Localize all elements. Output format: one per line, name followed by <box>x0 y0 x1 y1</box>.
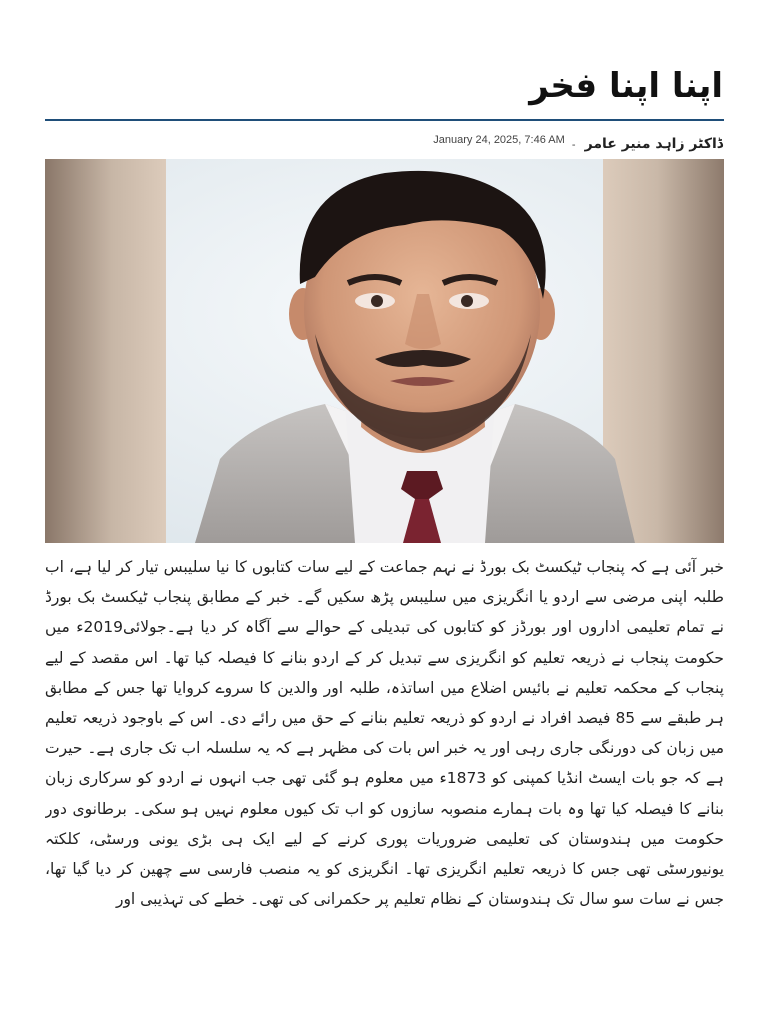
article-body: خبر آئی ہے کہ پنجاب ٹیکسٹ بک بورڈ نے نہم جماعت کے لیے سات کتابوں کا نیا سلیبس تیار کر لیا ہے، اب طلبہ اپنی مرضی سے اردو یا انگریزی میں سلیبس پڑھ سکیں گے۔ خبر کے مطابق پنجاب ٹیکسٹ بک بورڈ نے تمام تعلیمی اداروں اور بورڈز کو کتابوں کی تبدیلی کے حوالے سے آگاہ کر دیا ہے۔جولائی2019ء میں حکومت پنجاب نے ذریعہ تعلیم کو انگریزی سے تبدیل کر کے اردو بنانے کا فیصلہ کیا تھا۔ اس مقصد کے لیے پنجاب کے محکمہ تعلیم نے بائیس اضلاع میں اساتذہ، طلبہ اور والدین کا سروے کروایا تھا جس کے مطابق ہر طبقے سے 85 فیصد افراد نے اردو کو ذریعہ تعلیم بنانے کے حق میں رائے دی۔ اس کے باوجود ذریعہ تعلیم میں زبان کی دورنگی جاری رہی اور یہ خبر اس بات کی مظہر ہے کہ یہ سلسلہ اب تک جاری ہے۔ حیرت ہے کہ جو بات ایسٹ انڈیا کمپنی کو 1873ء میں معلوم ہو گئی تھی جب انہوں نے اردو کو سرکاری زبان بنانے کا فیصلہ کیا تھا وہ بات ہمارے منصوبہ سازوں کو اب تک کیوں معلوم نہیں ہو سکی۔ برطانوی دور حکومت میں ہندوستان کی تعلیمی ضروریات پوری کرنے کے لیے ایک ہی بڑی یونی ورسٹی، کلکتہ یونیورسٹی تھی جس کا ذریعہ تعلیم انگریزی تھا۔ انگریزی کو یہ منصب فارسی سے چھین کر دیا گیا تھا، جس نے سات سو سال تک ہندوستان کے نظام تعلیم پر حکمرانی کی تھی۔ خطے کی تہذیبی اور <box>45 558 724 909</box>
byline-separator: - <box>571 139 576 151</box>
publish-date: January 24, 2025, 7:46 AM <box>433 134 565 146</box>
article-title: اپنا اپنا فخر <box>529 66 723 106</box>
byline <box>45 128 723 157</box>
title-divider <box>45 119 724 121</box>
portrait-image <box>45 159 724 543</box>
author-photo <box>45 159 724 543</box>
author-name[interactable]: ڈاکٹر زاہد منیر عامر <box>584 136 723 152</box>
